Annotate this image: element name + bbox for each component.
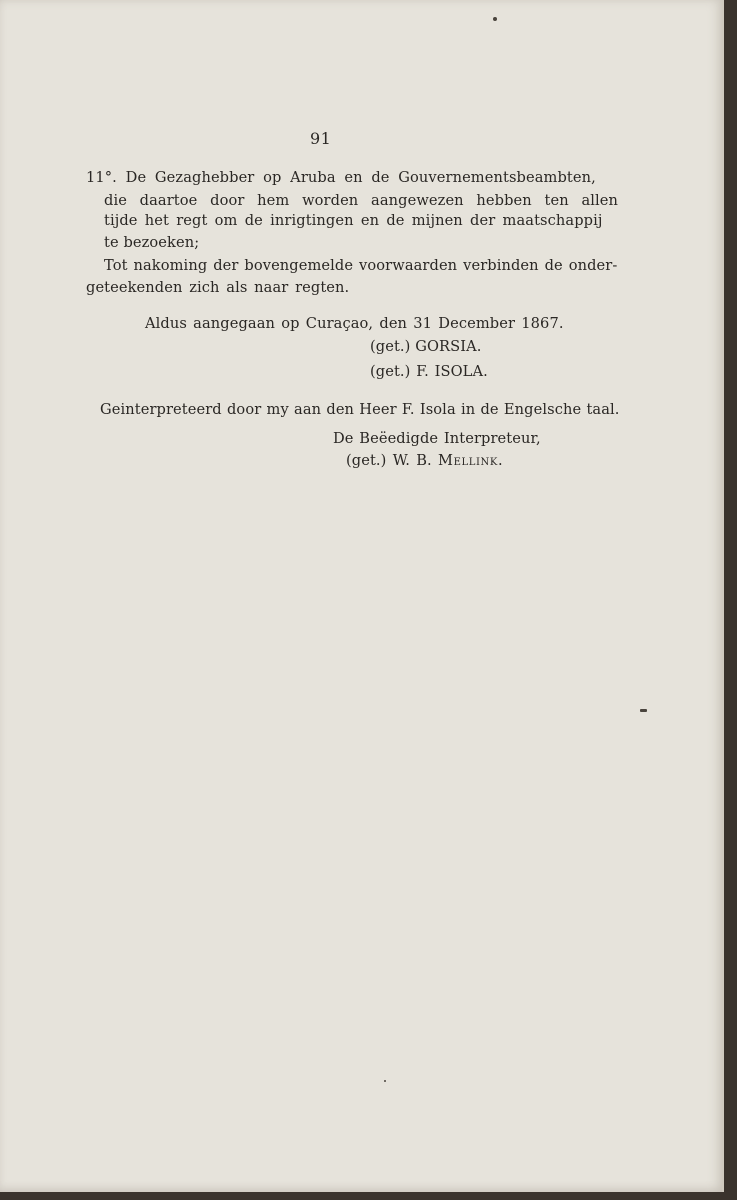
text-line-1: 11°. De Gezaghebber op Aruba en de Gouvernementsbeambten, [86, 169, 596, 186]
text-line-10: Geinterpreteerd door my aan den Heer F. Isola in de Engelsche taal. [100, 401, 620, 418]
paper-edge [722, 0, 724, 1192]
paper-speck [493, 17, 497, 21]
text-line-5: Tot nakoming der bovengemelde voorwaarden verbinden de onder- [104, 257, 618, 274]
text-line-11: De Beëedigde Interpreteur, [333, 430, 541, 447]
text-line-6: geteekenden zich als naar regten. [86, 279, 350, 296]
text-line-4: te bezoeken; [104, 234, 200, 251]
text-line-7: Aldus aangegaan op Curaçao, den 31 December 1867. [145, 315, 564, 332]
signature-name-rest: ellink. [453, 452, 504, 469]
paper-speck [384, 1080, 386, 1082]
text-line-2: die daartoe door hem worden aangewezen hebben ten allen [104, 192, 619, 209]
paper-speck [640, 709, 647, 712]
page-number: 91 [310, 129, 332, 148]
signature-name-initial: M [438, 452, 454, 469]
text-line-9: (get.) F. ISOLA. [370, 363, 488, 380]
signature-line [346, 454, 503, 469]
text-line-3: tijde het regt om de inrigtingen en de mijnen der maatschappij [104, 212, 603, 229]
signature-prefix: (get.) W. B. [346, 452, 439, 469]
text-line-8: (get.) GORSIA. [370, 338, 482, 355]
